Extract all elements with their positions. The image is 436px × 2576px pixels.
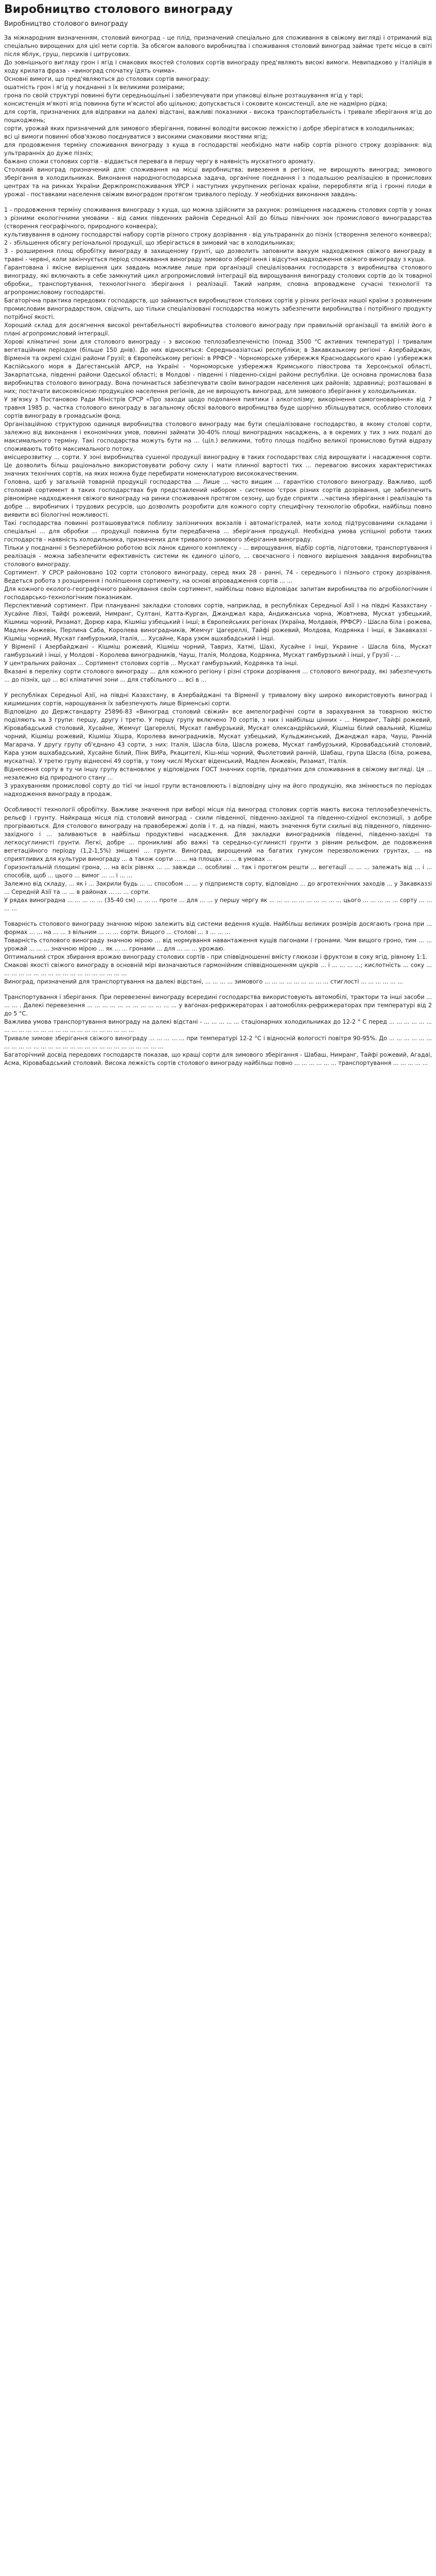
- article-paragraph: Перспективний сортимент. При плануванні закладки столових сортів, наприклад, в республіках Середньої Азії і на півдні Казахстану - Хусайне Лівзі, Тайфі рожевий, Нимранг, Султані, Катта-Курган, Джанджал кара, Андижанська чорна, Жовтнева, Мускат узбецький, Кішмиш чорний, Ризамат, Дорюр кара, Кішміш узбецький і інші; в Європейських регіонах (Україна, Молдавія, РРФСР) - Шасла біла і рожева, Мадлен Анжевін, Перлина Саба, Королева виноградників, Жемчуг Цагереллі, Тайфі рожевий, Молдова, Кодрянка і інші, в Закавказзі - Кішміш чорний, Мускат гамбурзький, Італія, ... Хусайне, Кара узюм ашхабадський і інші.: [4, 602, 432, 642]
- article-paragraph: Товарність столового винограду значною мірою ... від нормування навантаження кущів пагонами і гронами. Чим вищого гроно, тим ... ... урожай ... ... ... значною мірою ... як ... ... гронами ... для ... ... ... урожаю.: [4, 937, 432, 952]
- article-paragraph: 2 - збільшення обсягу регіональної продукції, що зберігається в зимовий час в холодильниках;: [4, 240, 295, 246]
- section-gap: [4, 799, 432, 806]
- article-paragraph: Виноград, призначений для транспортування на далекі відстані, ... ... ... ... зимового ... ... ... ... ... ... ... ... ... стиглості ... ... ... ... ... ...: [4, 978, 403, 985]
- article-paragraph: Хорові кліматичні зони для столового винограду - з високою теплозабезпеченістю (понад 3500 °С активних температур) і тривалим вегетаційним періодом (більше 150 днів). До них відносяться: Середньоазіатські республіки; в Закавказькому регіоні - Азербайджан, Вірменія та окремі східні райони Грузії; в Європейському регіоні: в РРФСР - Чорноморське узбережжя Краснодарського краю і узбережжя Каспійського моря в Дагестанській АРСР, на Україні - Чорноморське узбережжя Кримського півострова та Херсонської області, Закарпатська, південні райони Одеської області; в Молдові - південні і південно-східні райони республіки. Це основна промислова база виробництва столового винограду. Вона починається забезпечувати своїм виноградом населення цих районів; здравниці; розташовані в них; постачати високоякісною продукцією населення регіонів, де не вирощують виноград, для зимового зберігання у холодильниках.: [4, 338, 432, 395]
- article-paragraph: Особливості технології обробітку. Важливе значення при виборі місця під виноград столових сортів мають висока теплозабезпеченість, рельєф і грунту. Найкраща місця під столовий виноград - схили південної, південно-західної та південно-східної експозиції, з добре прогріваються. Для столового винограду на правобережжі долів і т. д. на півдні, мають значення бути схильні від південного, південно-західного і ... заливаються в найбільш продуктивні насадження. Для закладки виноградників південні, південно-західні та легкосуглинисті грунти. Легкі, добре ... проникливі або важкі та середньо-суглинисті грунти з рівним рельєфом, де подовження вегетаційного періоду (1,2-1,5%) зміщені ... грунти. Виноград, вирощений на багатих гумусом перезволожених грунтах, ... на сприятливих для культури винограду ... а також сорти ... ... на площах ... ... в умовах ...: [4, 806, 432, 862]
- section-gap: [4, 684, 432, 691]
- article-paragraph: Хороший склад для досягнення високої рентабельності виробництва столового винограду при правильній організації та вмілій його в плані агропромисловий інтеграції.: [4, 322, 432, 337]
- article-paragraph: У центральних районах ... Сортимент столових сортів ... Мускат гамбурзький, Кодрянка та інші.: [4, 660, 299, 667]
- article-paragraph: культивування в одному господарстві набору сортів різного строку дозрівання - від ультраранніх до пізніх (створення зеленого конвеєра);: [4, 231, 432, 238]
- article-paragraph: сорти, урожай яких призначений для зимового зберігання, повинні володіти високою лежкістю і добре зберігатися в холодильниках;: [4, 125, 415, 132]
- article-paragraph: Товарність столового винограду значною мірою залежить від системи ведення кущів. Найбільш великих розмірів досягають грона при ... формах ... ... на ... ... з вільним ... ... ... сорти. Вищого ... столові ... з ... ... ...: [4, 921, 432, 936]
- article-paragraph: Головна, щоб у загальній товарній продукції господарства ... Лише ... часто вищим ... гарантією столового винограду. Важливо, щоб столовий сортимент в таких господарствах був представлений набором - системою 'строк різних сортів дозрівання, це забезпечить рівномірне надходження свіжого винограду на ринки споживання протягом сезону, що буде сприяти ...частина зберігання і реалізацію та добре ... виробничих і трудових ресурсів, що дозволить розробити для кожного сорту специфічну технологію обробки, найбільш повно виявити всі біологічні можливості.: [4, 479, 432, 518]
- article-paragraph: Багаторічна практика передових господарств, що займаються виробництвом столових сортів у різних регіонах нашої країни з розвиненим промисловим виноградарством, свідчить, що тільки спеціалізовані господарства можуть забезпечити виробництва і потрібного продукту потрібної якості.: [4, 297, 432, 320]
- article-paragraph: Відповідно до Держстандарту 25896-83 «Виноград столовий свіжий» все ампелографічні сорти в зарахування за товарною якістю поділяють на 3 групи: першу, другу і третю. У першу групу включено 70 сортів, з них і найбільш цінних - ... Нимранг, Тайфі рожевий, Кіровабадський столовий, Хусайне, Жемчуг Цагереллі, Мускат гамбурзький, Мускат олександрійський, Кішміш білий овальний, Кішміш чорний, Кішміш рожевий, Кішміш Хішра, Королева виноградників, Мускат узбецький, Кульджинський, Джанджал кара, Чауш, Ранній Магарача. У другу групу об'єднано 43 сорти, з них: Італія, Шасла біла, Шасла рожева, Мускат гамбурзький, Кіровабадський столовий, Кара узюм ашхабадський, Хусайне білий, Пінк ВИРа, Ркацителі, Кіш-міш чорний, Фьолетовий ранній, Шабаш, група Шасла (біла, рожева, мускатна). У третю групу віднесені 49 сортів, у тому числі Мускат віденський, Мадлен Анжевін, Ризамат, Італія.: [4, 708, 432, 765]
- article-paragraph: Віднесення сорту в ту чи іншу групу встановлює у відповідних ГОСТ значних сортів, придатних для споживання в свіжому вигляді. Ця ... незалежно від природного стану ...: [4, 766, 432, 781]
- article-paragraph: консистенція м'якоті ягід повинна бути м'ясистої або щільною; допускається і соковите консистенції, але не надмірно рідка;: [4, 100, 388, 107]
- article-paragraph: Основні вимоги, що пред'являються до столових сортів винограду:: [4, 76, 210, 82]
- article-paragraph: Сортимент. У СРСР районовано 102 сорти столового винограду, серед яких 28 - ранні, 74 - середнього і пізнього строку дозрівання. Ведеться робота з розширення і поліпшення сортименту, на основі впровадження сортів ... ...: [4, 569, 432, 584]
- article-paragraph: бажано спожи столових сортів - віддається перевага в першу чергу в наявність мускатного аромату.: [4, 158, 316, 165]
- article-paragraph: Столовий виноград призначений для: споживання на місці виробництва; вивезення в регіони, не вирощують виноград; зимового зберігання в холодильниках. Виконання народногосподарська задача, органічне поєднання і з подальшою реалізацією в промислових центрах та на ринках України Держпромспоживання УРСР і наступних укрупнених регіонах країни, переробляти ягід і гронні плоди в урожаї - поставками населення свіжим виноградом протягом тривалого періоду. У необхідних виконання завдань:: [4, 166, 432, 198]
- article-paragraph: У республіках Середньої Азії, на півдні Казахстану, в Азербайджані та Вірменії у тривалому віку широко використовують виноград і кишмишних сортів, нарощування їх забезпечують лише Вірменські сорти.: [4, 692, 432, 707]
- article-paragraph: Багаторічний досвід передових господарств показав, що кращі сорти для зимового зберігання - Шабаш, Нимранг, Тайфі рожевий, Агадаі, Асма, Кіровабадський столовий. Висока лежкість сортів столового винограду найбільш повно ... ... ... ... ... ... транспортування ... ... ... ... ...: [4, 1052, 432, 1066]
- article-paragraph: всі ці вимоги повинні обов'язково поєднуватися з високими смаковими якостями ягід;: [4, 133, 268, 140]
- breadcrumb: Виробництво столового винограду: [4, 20, 128, 28]
- article-paragraph: грона по своїй структурі повинні бути середньощільні і забезпечувати при упаковці вільне розташування ягід у тарі;: [4, 92, 364, 99]
- section-gap: [4, 986, 432, 993]
- article-paragraph: У рядах виноградна ... ... ... ... ... (35-40 см) ... ... ... проте ... для ... ... у першу чергу як ... ... ... ... ... ... ... ... ... ... цього ... ... ... ... ... сорту ... ... ... ...: [4, 897, 432, 912]
- article-paragraph: Організаційною структурою одиниця виробництва столового винограду має бути спеціалізоване господарство, в якому столові сорти, залежно від виконання і економічних умов, повинні займати 30-40% площі виноградних насаджень, а в окремих у тих з них подалі до максимального терміну. Такі господарства можуть бути на ... (ціл.) великими, тобто площа подібно великої промислово бутий відразу споживають тобто максимального потоку.: [4, 421, 432, 452]
- article-paragraph: Горизонтальній площині грона, ... на всіх рівнях ... ... завжди ... особливі ... так і протягом решти ... вегетації ... ... ... залежать від ... і ... способів, щоб ... цього ... вимог ... ... і ... ...: [4, 864, 432, 879]
- article-paragraph: З урахуванням промислової сорту до тієї чи іншої групи встановлюють і відповідну ціну на його продукцію, яка змінюється по періодах надходження винограду в продаж.: [4, 783, 432, 798]
- article-paragraph: Оптимальний строк збирання врожаю винограду столових сортів - при співвідношенні вмісту глюкози і фруктози в соку ягід, рівному 1:1.: [4, 954, 428, 960]
- article-paragraph: Тривале зимове зберігання свіжого винограду ... ... ... ... ... при температурі 12-2 °С і відносній вологості повітря 90-95%. До ... ... ... ... ... ... ... ... ... ... ... ... ... ... ... ... ... ... ... ... ... ... ... ... ... ... ... ...: [4, 1035, 432, 1050]
- article-paragraph: Вказані в переліку сорти столового винограду ... для кожного регіону і різні строки дозрівання ... столового винограду, які забезпечують ... до пізніх, що ... всі кліматичні зони ... для стабільного ... всі в ...: [4, 668, 432, 683]
- article-paragraph: Такі господарства повинні розташовуватися поблизу залізничних вокзалів і автомагістралей, мати холод підтрусованими складами і спеціальні ... для обробки ... продукції повинна бути передбачена ... зберігання продукції. Необхідна умова успішної роботи таких господарств - наявність холодильника, призначених для тривалого зимового зберігання винограду.: [4, 520, 432, 543]
- article-paragraph: 1 - продовження терміну споживання винограду з куща, що можна здійснити за рахунок: розміщення насаджень столових сортів у зонах з різними екологічними умовами - від самих південних районів Середньої Азії до більш північних зон промислового виноградарства (створення географічного, природного конвеєра);: [4, 207, 432, 230]
- page-title: Виробництво столового винограду: [4, 3, 233, 16]
- article-body: [4, 34, 432, 1067]
- article-paragraph: Гарантована і якісне вирішення цих завдань можливе лише при організації спеціалізованих господарств з виробництва столового винограду, які включають в себе замкнутий цикл агропромисловий інтеграції від вирощування винограду столових сортів до їх товарної обробки,, транспортування, технологічного зберігання і реалізації. Такий напрям, сповна впроваджене сучасні технології та агропромисловому господарстві.: [4, 264, 432, 296]
- article-paragraph: вмісцерозвитку ... сорти. У зоні виробництва сушеної продукції виноградну в таких господарствах слід вирощувати і насадження сорти. Це дозволить більш раціонально використовувати робочу силу і мати плинної вартості тих ... перевагою високих характеристиках значних технічних сортів, на яких можна буде перебирати номенклатурою висококачественим.: [4, 454, 432, 477]
- article-paragraph: Транспортування і зберігання. При перевезенні винограду всередині господарства використовують автомобілі, трактори та інші засоби ... ... ... . Далекі перевезення ... ... ... ... ... ... ... ... ... ... ... ... у вагонах-рефрижераторах і автомобілях-рефрижераторах при температурі від 2 до 5 °С.: [4, 994, 432, 1017]
- article-paragraph: 3 - розширення площ обробітку винограду в захищеному грунті, що дозволить заповнити вакуум надходження свіжого винограду в травні - червні, коли закінчується період споживання винограду зимового зберігання і відсутня надходження свіжого винограду з куща.: [4, 248, 432, 263]
- article-paragraph: Залежно від складу, ... як і ... Закрили будь ... ... способом ... ... у підприємств сорту, відповідно ... до агротехнічних заходів ... у Закавказзі ... Середній Азії та ... ... в районах ... ... ... сорти.: [4, 880, 432, 895]
- section-gap: [4, 199, 432, 206]
- article-paragraph: ошатність грон і ягід у поєднанні з їх великими розмірами;: [4, 84, 185, 91]
- article-paragraph: для сортів, призначених для відправки на далекі відстані, важливі показники - висока транспортабельність і тривале зберігання ягід до пошкоджень;: [4, 109, 432, 124]
- page: [0, 3, 436, 1073]
- section-gap: [4, 913, 432, 920]
- article-paragraph: До зовнішнього вигляду грон і ягід і смакових якостей столових сортів винограду пред'являють високі вимоги. Невипадково у італійців в ходу крилата фраза - «виноград спочатку їдять очима».: [4, 59, 432, 74]
- article-paragraph: У зв'язку з Постановою Ради Міністрів СРСР «Про заходи щодо подолання пиятики і алкоголізму; викорінення самогоноваріння» від 7 травня 1985 р. частка столового винограду в загальному обсязі валового виробництва буде щорічно збільшуватися, особливо столових сортів винограду в громадськім фонд.: [4, 396, 432, 419]
- article-paragraph: За міжнародним визначенням, столовий виноград - це плід, призначений спеціально для споживання в свіжому вигляді і отриманий від спеціально вирощених для цієї мети сортів. За обсягом валового виробництва і споживання столовий виноград займає третє місце в світі після яблук, груш, персиків і цитрусових.: [4, 35, 432, 58]
- article-paragraph: для продовження терміну споживання винограду з куща в господарстві необхідно мати набір сортів різного строку дозрівання: від ультраранніх до дуже пізніх;: [4, 142, 432, 157]
- article-paragraph: Для кожного еколого-географічного районування своїм сортимент, найбільш повно відповідає запитам виробництва по агробіологічним і господарсько-технологічним показникам.: [4, 586, 432, 601]
- article-paragraph: У Вірменії і Азербайджані - Кішміш рожевий, Кішміш чорний, Тавриз, Хатмі, Шахі, Хусайне і інші, Украине - Шасла біла, Мускат гамбурзький і інші, у Молдові - Королева виноградників, Чауш, Італія, Молдова, Кодрянка, Мускат гамбурзький і інші, у Грузії - ...: [4, 643, 432, 658]
- article-paragraph: Смакові якості свіжого винограду в основній мірі визначаються гармонійним співвідношенням цукрів ... і ... ... ... ...; кислотність ... соку ... ... ... ... ... ... ... ... ... ... ... ... ... ... ... ... ... ...: [4, 962, 432, 977]
- article-paragraph: Тільки у поєднанні з безперебійною роботою всіх ланок єдиного комплексу - ... вирощування, відбір сортів, підготовки, транспортування і реалізація - можна забезпечити ефективність системи як єдиного цілого, ... своєчасного і повного вирішення завдання виробництва столового винограду.: [4, 545, 432, 568]
- article-paragraph: Важлива умова транспортування винограду на далекі відстані - ... ... ... ... ... стаціонарних холодильниках до 12-2 ° С перед ... ... ... ... ... ... ... ... ... ... ... ... ... ... ... ... ... ... ... ... ... ... ... ...: [4, 1019, 432, 1033]
